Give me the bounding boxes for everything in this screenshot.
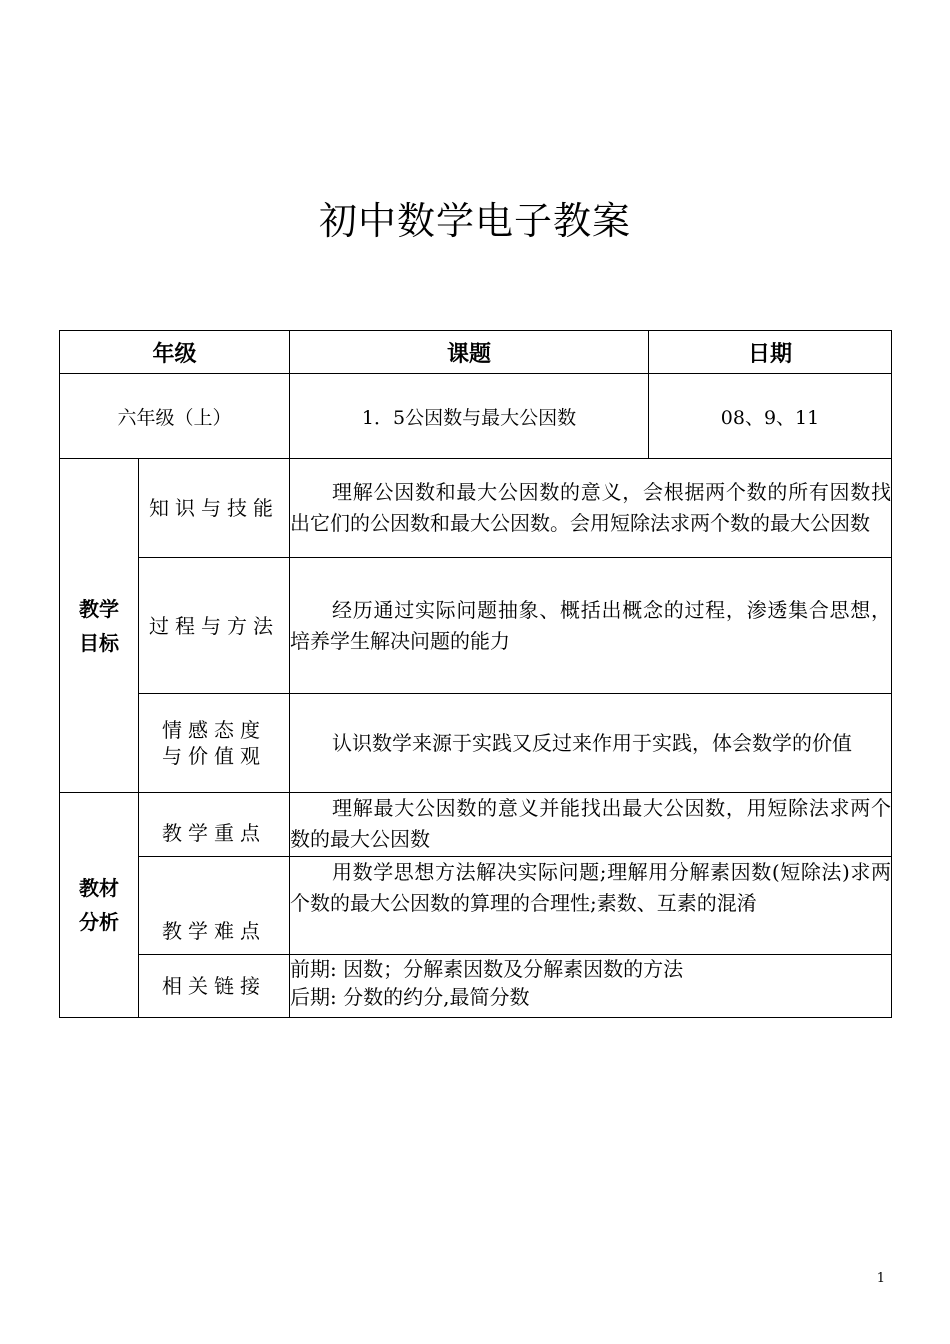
analysis-category-line1: 教材 [79, 876, 119, 900]
objectives-category-line1: 教学 [79, 596, 119, 621]
analysis-row-links [60, 955, 892, 1018]
lesson-plan-table [59, 330, 892, 1018]
process-method-paragraph: 经历通过实际问题抽象、概括出概念的过程，渗透集合思想，培养学生解决问题的能力 [290, 597, 892, 653]
related-links-text [290, 955, 892, 1018]
info-row [60, 374, 892, 459]
key-points-label: 教学重点 [139, 793, 290, 857]
difficulties-paragraph: 用数学思想方法解决实际问题;理解用分解素因数(短除法)求两个数的最大公因数的算理的合理性;素数、互素的混淆 [290, 860, 892, 915]
knowledge-skills-text [290, 459, 892, 558]
objective-row-knowledge [60, 459, 892, 558]
objective-row-attitude [60, 694, 892, 793]
knowledge-skills-label: 知识与技能 [139, 459, 290, 558]
objective-row-process [60, 558, 892, 694]
objectives-category [60, 459, 139, 793]
date-header: 日期 [649, 331, 892, 374]
attitude-values-label-line1: 情感态度 [162, 718, 266, 742]
difficulties-label: 教学难点 [139, 857, 290, 955]
difficulties-text [290, 857, 892, 955]
topic-value: 1．5公因数与最大公因数 [290, 374, 649, 459]
key-points-text [290, 793, 892, 857]
key-points-paragraph: 理解最大公因数的意义并能找出最大公因数，用短除法求两个数的最大公因数 [290, 796, 892, 851]
process-method-label: 过程与方法 [139, 558, 290, 694]
attitude-values-text [290, 694, 892, 793]
header-row [60, 331, 892, 374]
analysis-row-difficulties [60, 857, 892, 955]
grade-header: 年级 [60, 331, 290, 374]
document-title: 初中数学电子教案 [318, 199, 631, 243]
analysis-category-line2: 分析 [79, 910, 119, 934]
related-links-prior: 前期: 因数；分解素因数及分解素因数的方法 [290, 957, 684, 981]
analysis-row-key-points [60, 793, 892, 857]
related-links-later: 后期: 分数的约分,最简分数 [290, 985, 530, 1009]
knowledge-skills-paragraph: 理解公因数和最大公因数的意义，会根据两个数的所有因数找出它们的公因数和最大公因数。会用短除法求两个数的最大公因数 [290, 480, 892, 535]
attitude-values-paragraph: 认识数学来源于实践又反过来作用于实践，体会数学的价值 [332, 730, 853, 755]
grade-value: 六年级（上） [60, 374, 290, 459]
process-method-text [290, 558, 892, 694]
objectives-category-line2: 目标 [79, 630, 119, 655]
attitude-values-label [139, 694, 290, 793]
related-links-label: 相关链接 [139, 955, 290, 1018]
analysis-category [60, 793, 139, 1018]
topic-header: 课题 [290, 331, 649, 374]
attitude-values-label-line2: 与价值观 [162, 744, 266, 768]
page-number: 1 [876, 1271, 885, 1286]
date-value: 08、9、11 [649, 374, 892, 459]
